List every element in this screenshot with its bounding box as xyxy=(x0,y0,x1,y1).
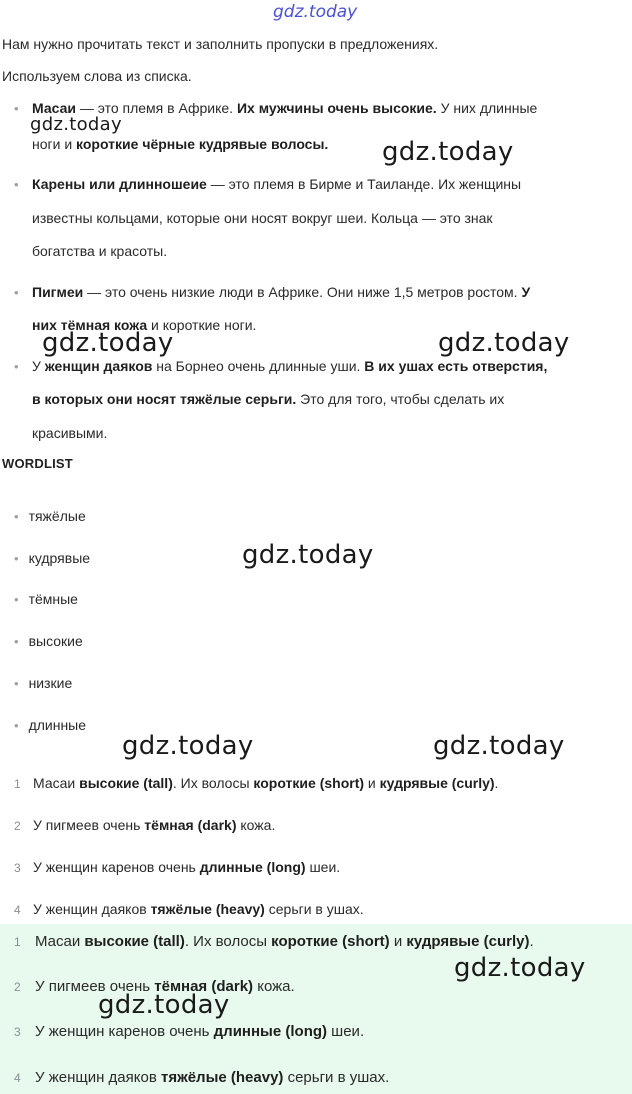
text-run: У пигмеев очень xyxy=(35,978,155,995)
answer-line: 3 У женщин каренов очень длинные (long) шеи. xyxy=(14,1023,365,1040)
bold-text: женщин даяков xyxy=(44,358,153,374)
watermark: gdz.today xyxy=(122,731,254,761)
watermark: gdz.today xyxy=(454,953,586,983)
wordlist-item: • тяжёлые xyxy=(14,508,86,524)
bold-text: Карены или длинношеие xyxy=(32,176,207,192)
bold-text: короткие (short) xyxy=(271,933,390,950)
bold-text: кудрявые (curly) xyxy=(379,775,495,791)
answer-box xyxy=(0,924,632,1094)
text-run: У женщин каренов очень xyxy=(35,1023,214,1040)
bullet-dot-icon: • xyxy=(14,718,19,733)
watermark: gdz.today xyxy=(433,731,565,761)
bullet-line xyxy=(32,284,530,301)
bullet-line xyxy=(32,136,328,153)
text-run: У женщин даяков xyxy=(35,1069,161,1086)
wordlist-item: • тёмные xyxy=(14,591,78,607)
bullet-dot-icon: • xyxy=(14,509,19,524)
text-run: известны кольцами, которые они носят вокруг шеи. Кольца — это знак xyxy=(32,210,493,226)
bullet-dot-icon: • xyxy=(14,359,19,374)
text-run: и xyxy=(389,933,407,950)
intro-line-2: Используем слова из списка. xyxy=(2,68,192,84)
wordlist-item: • длинные xyxy=(14,717,87,733)
bullet-dot-icon: • xyxy=(14,285,19,300)
text-run: и короткие ноги. xyxy=(147,317,257,333)
top-watermark: gdz.today xyxy=(273,2,358,22)
bullet-dot-icon: • xyxy=(14,634,19,649)
watermark: gdz.today xyxy=(42,328,174,358)
bold-text: длинные (long) xyxy=(213,1023,328,1040)
text-run: Это для того, чтобы сделать их xyxy=(296,391,505,407)
answer-line: 2 У пигмеев очень тёмная (dark) кожа. xyxy=(14,817,276,833)
text-run: . xyxy=(529,933,534,950)
text-run: У пигмеев очень xyxy=(33,817,145,833)
bold-text: У xyxy=(521,284,531,300)
text-run: и xyxy=(364,775,380,791)
answer-line: 2 У пигмеев очень тёмная (dark) кожа. xyxy=(14,978,295,995)
bold-text: высокие (tall) xyxy=(79,775,173,791)
text-run: . xyxy=(494,775,499,791)
bold-text: них тёмная кожа xyxy=(32,317,148,333)
bold-text: тяжёлые (heavy) xyxy=(150,901,265,917)
watermark: gdz.today xyxy=(30,114,122,135)
wordlist-item: • высокие xyxy=(14,633,83,649)
answer-line: 1 Масаи высокие (tall). Их волосы короткие (short) и кудрявые (curly). xyxy=(14,775,499,791)
bold-text: в которых они носят тяжёлые серьги. xyxy=(32,391,297,407)
bold-text: Масаи xyxy=(32,100,76,116)
text-run: У xyxy=(32,358,45,374)
answer-line: 4 У женщин даяков тяжёлые (heavy) серьги в ушах. xyxy=(14,901,364,917)
answer-line: 3 У женщин каренов очень длинные (long) шеи. xyxy=(14,859,341,875)
answer-line: 4 У женщин даяков тяжёлые (heavy) серьги в ушах. xyxy=(14,1069,390,1086)
wordlist-item: • кудрявые xyxy=(14,550,91,566)
bold-text: В их ушах есть отверстия, xyxy=(364,358,548,374)
bullet-line xyxy=(32,176,521,193)
text-run: шеи. xyxy=(305,859,341,875)
intro-line-1: Нам нужно прочитать текст и заполнить пропуски в предложениях. xyxy=(2,36,439,52)
bold-text: длинные (long) xyxy=(199,859,306,875)
text-run: богатства и красоты. xyxy=(32,243,168,259)
watermark: gdz.today xyxy=(98,990,230,1020)
text-run: У женщин даяков xyxy=(33,901,151,917)
bold-text: Их мужчины очень высокие. xyxy=(236,100,437,116)
bullet-dot-icon: • xyxy=(14,177,19,192)
text-run: . Их волосы xyxy=(172,775,254,791)
text-run: кожа. xyxy=(236,817,276,833)
text-run: Масаи xyxy=(33,775,80,791)
watermark: gdz.today xyxy=(242,540,374,570)
text-run: — это племя в Бирме и Таиланде. Их женщины xyxy=(206,176,522,192)
watermark: gdz.today xyxy=(382,137,514,167)
bold-text: тёмная (dark) xyxy=(154,978,254,995)
wordlist-title: WORDLIST xyxy=(2,456,73,471)
bold-text: высокие (tall) xyxy=(84,933,185,950)
bullet-line xyxy=(32,391,504,408)
bullet-line xyxy=(32,358,547,375)
bold-text: кудрявые (curly) xyxy=(406,933,530,950)
bullet-line xyxy=(32,243,167,260)
text-run: ноги и xyxy=(32,136,77,152)
text-run: кожа. xyxy=(253,978,295,995)
bold-text: Пигмеи xyxy=(32,284,84,300)
text-run: Масаи xyxy=(35,933,85,950)
text-run: У женщин каренов очень xyxy=(33,859,200,875)
bullet-dot-icon: • xyxy=(14,676,19,691)
bold-text: тёмная (dark) xyxy=(144,817,237,833)
text-run: У них длинные xyxy=(436,100,538,116)
bold-text: короткие чёрные кудрявые волосы. xyxy=(76,136,329,152)
text-run: — это очень низкие люди в Африке. Они ниже 1,5 метров ростом. xyxy=(83,284,522,300)
bullet-line xyxy=(32,210,493,227)
bold-text: тяжёлые (heavy) xyxy=(160,1069,284,1086)
text-run: шеи. xyxy=(327,1023,365,1040)
text-run: серьги в ушах. xyxy=(283,1069,390,1086)
watermark: gdz.today xyxy=(438,328,570,358)
text-run: серьги в ушах. xyxy=(264,901,364,917)
wordlist-item: • низкие xyxy=(14,675,73,691)
text-run: красивыми. xyxy=(32,425,108,441)
bullet-dot-icon: • xyxy=(14,592,19,607)
text-run: — это племя в Африке. xyxy=(75,100,237,116)
text-run: на Борнео очень длинные уши. xyxy=(152,358,365,374)
bold-text: короткие (short) xyxy=(253,775,365,791)
bullet-dot-icon: • xyxy=(14,101,19,116)
text-run: . Их волосы xyxy=(184,933,272,950)
answer-line: 1 Масаи высокие (tall). Их волосы короткие (short) и кудрявые (curly). xyxy=(14,933,534,950)
bullet-dot-icon: • xyxy=(14,551,19,566)
bullet-line xyxy=(32,425,107,442)
